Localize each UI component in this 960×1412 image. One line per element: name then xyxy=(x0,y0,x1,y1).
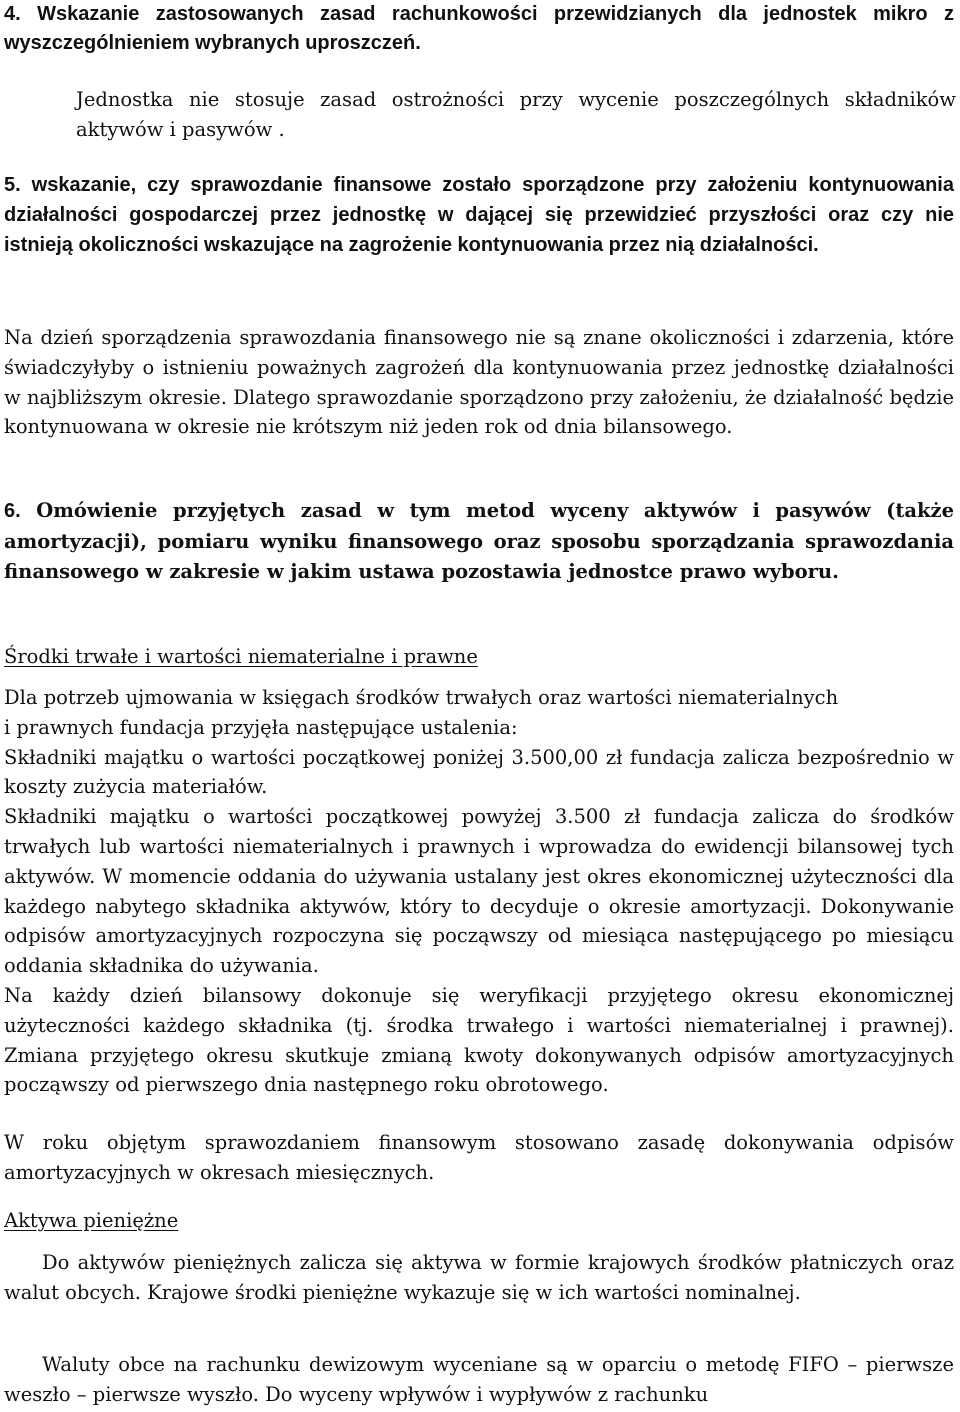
section-6-number: 6. xyxy=(4,500,21,522)
cash-assets-paragraph-1: Do aktywów pieniężnych zalicza się aktywa w formie krajowych środków płatniczych oraz walut obcych. Krajowe środki pieniężne wykazuje się w ich wartości nominalnej. xyxy=(4,1251,954,1304)
section-5-heading: 5. wskazanie, czy sprawozdanie finansowe zostało sporządzone przy założeniu kontynuowania działalności gospodarczej przez jednostkę w dającej się przewidzieć przyszłości oraz czy nie istnieją okoliczności wskazujące na zagrożenie kontynuowania przez nią działalności. xyxy=(4,174,954,256)
section-4-paragraph: Jednostka nie stosuje zasad ostrożności przy wycenie poszczególnych składników aktywów i pasywów . xyxy=(76,88,956,141)
section-6-title: Omówienie przyjętych zasad w tym metod wyceny aktywów i pasywów (także amortyzacji), pomiaru wyniku finansowego oraz sposobu sporządzania sprawozdania finansowego w zakresie w jakim ustawa pozostawia jednostce prawo wyboru. xyxy=(4,499,954,583)
fixed-assets-line: Składniki majątku o wartości początkowej powyżej 3.500 zł fundacja zalicza do środków trwałych lub wartości niematerialnych i prawnych i wprowadza do ewidencji bilansowej tych aktywów. W momencie oddania do używania ustalany jest okres ekonomicznej użyteczności dla każdego nabytego składnika aktywów, który to decyduje o okresie amortyzacji. Dokonywanie odpisów amortyzacyjnych rozpoczyna się począwszy od miesiąca następującego po miesiącu oddania składnika do używania. xyxy=(4,805,954,978)
fixed-assets-line: Dla potrzeb ujmowania w księgach środków trwałych oraz wartości niematerialnych xyxy=(4,686,839,709)
monthly-depreciation-note: W roku objętym sprawozdaniem finansowym stosowano zasadę dokonywania odpisów amortyzacyjnych w okresach miesięcznych. xyxy=(4,1131,954,1184)
fixed-assets-subheading: Środki trwałe i wartości niematerialne i prawne xyxy=(4,645,478,668)
fixed-assets-line: i prawnych fundacja przyjęła następujące ustalenia: xyxy=(4,715,518,739)
fixed-assets-line: Składniki majątku o wartości początkowej poniżej 3.500,00 zł fundacja zalicza bezpośrednio w koszty zużycia materiałów. xyxy=(4,745,954,799)
cash-assets-paragraph-2: Waluty obce na rachunku dewizowym wyceniane są w oparciu o metodę FIFO – pierwsze weszło – pierwsze wyszło. Do wyceny wpływów i wypływów z rachunku xyxy=(4,1353,954,1406)
cash-assets-subheading: Aktywa pieniężne xyxy=(4,1209,179,1232)
section-4-heading: 4. Wskazanie zastosowanych zasad rachunkowości przewidzianych dla jednostek mikro z wyszczególnieniem wybranych uproszczeń. xyxy=(4,3,954,54)
fixed-assets-line: Na każdy dzień bilansowy dokonuje się weryfikacji przyjętego okresu ekonomicznej użyteczności każdego składnika (tj. środka trwałego i wartości niematerialnej i prawnej). Zmiana przyjętego okresu skutkuje zmianą kwoty dokonywanych odpisów amortyzacyjnych począwszy od pierwszego dnia następnego roku obrotowego. xyxy=(4,983,954,1097)
section-6-heading xyxy=(4,496,954,586)
section-5-paragraph: Na dzień sporządzenia sprawozdania finansowego nie są znane okoliczności i zdarzenia, które świadczyłyby o istnieniu poważnych zagrożeń dla kontynuowania przez jednostkę działalności w najbliższym okresie. Dlatego sprawozdanie sporządzono przy założeniu, że działalność będzie kontynuowana w okresie nie krótszym niż jeden rok od dnia bilansowego. xyxy=(4,326,954,439)
fixed-assets-block xyxy=(4,683,954,1100)
